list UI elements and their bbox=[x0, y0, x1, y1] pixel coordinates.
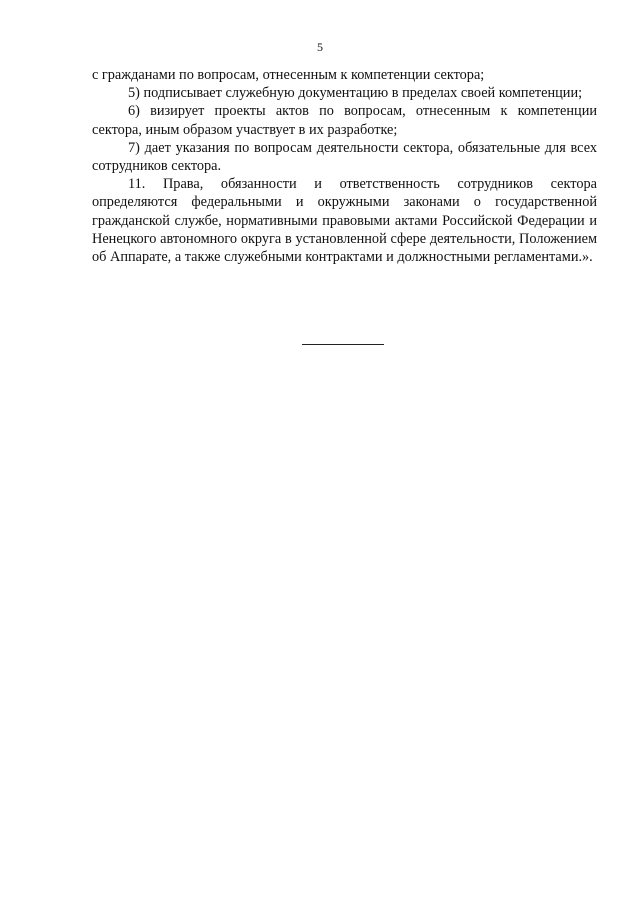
paragraph-citizens: с гражданами по вопросам, отнесенным к компетенции сектора; bbox=[92, 67, 485, 83]
paragraph-section-11: 11. Права, обязанности и ответственность сотрудников сектора определяются федеральными и окружными законами о государственной гражданской службе, нормативными правовыми актами Российской Федерации и Ненецкого автономного округа в установленной сфере деятельности, Положением об Аппарате, а также служебными контрактами и должностными регламентами.». bbox=[92, 176, 597, 266]
paragraph-item-7: 7) дает указания по вопросам деятельности сектора, обязательные для всех сотрудников сектора. bbox=[92, 139, 597, 175]
paragraph-item-5: 5) подписывает служебную документацию в пределах своей компетенции; bbox=[128, 85, 583, 102]
document-body bbox=[92, 66, 597, 266]
page-number: 5 bbox=[317, 40, 323, 54]
end-divider-line bbox=[302, 344, 384, 345]
paragraph-item-6: 6) визирует проекты актов по вопросам, отнесенным к компетенции сектора, иным образом участвует в их разработке; bbox=[92, 103, 597, 138]
